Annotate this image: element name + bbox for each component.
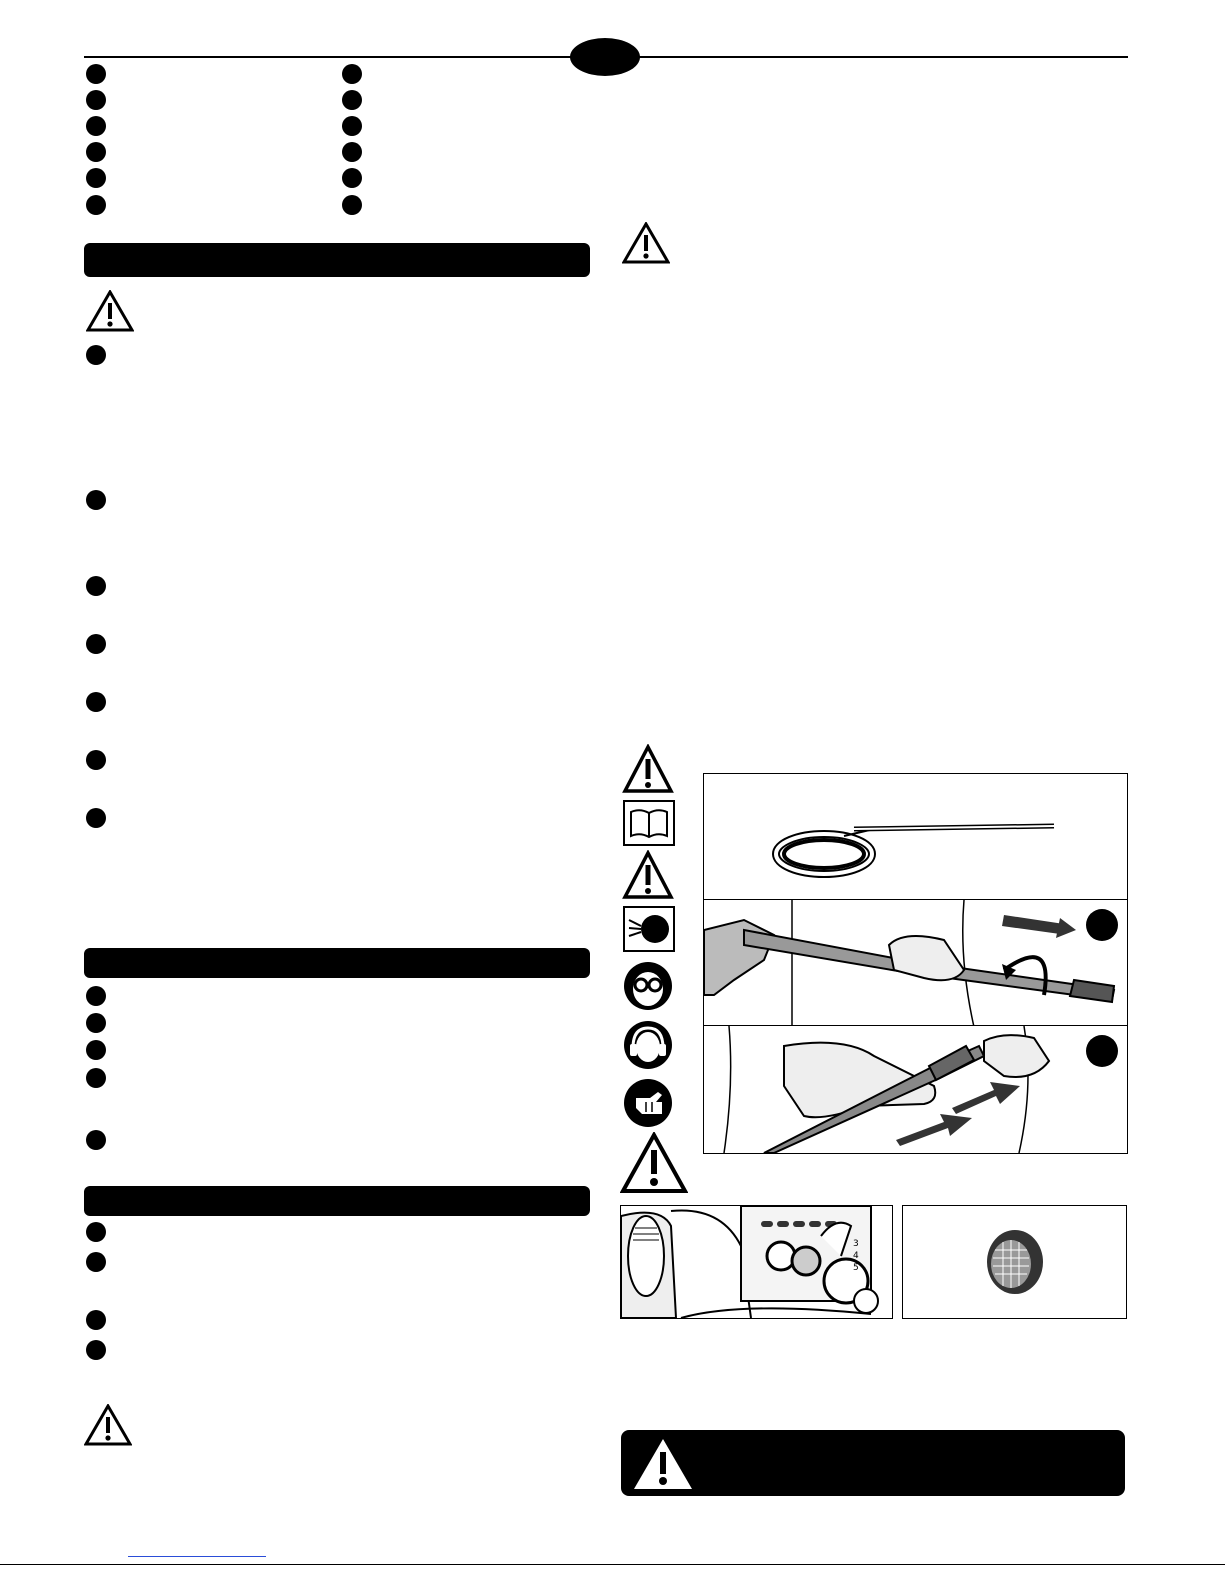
parts-bullet	[86, 116, 106, 136]
parts-bullet	[342, 168, 362, 188]
instruction-bullet	[86, 1040, 106, 1060]
instruction-bullet	[86, 808, 106, 828]
svg-text:3: 3	[853, 1239, 859, 1249]
inlet-filter	[902, 1205, 1127, 1319]
safety-goggles-icon	[622, 961, 674, 1016]
parts-bullet	[342, 90, 362, 110]
instruction-bullet	[86, 750, 106, 770]
warning-triangle-icon	[622, 222, 670, 264]
footer-rule	[0, 1564, 1225, 1565]
instruction-bullet	[86, 1222, 106, 1242]
svg-text:4: 4	[853, 1251, 859, 1261]
read-manual-icon	[623, 800, 675, 851]
parts-bullet	[86, 195, 106, 215]
instruction-bullet	[86, 1252, 106, 1272]
lance-attachment-step-B	[703, 1025, 1128, 1154]
instruction-bullet	[86, 1013, 106, 1033]
parts-bullet	[86, 142, 106, 162]
instruction-bullet	[86, 986, 106, 1006]
warning-triangle-icon	[622, 850, 674, 905]
spray-hazard-icon	[623, 906, 675, 957]
parts-bullet	[342, 142, 362, 162]
instruction-bullet	[86, 1310, 106, 1330]
warning-triangle-icon	[84, 1404, 132, 1446]
section-1-header-bar	[84, 243, 590, 277]
warning-triangle-icon	[86, 290, 134, 332]
instruction-bullet	[86, 634, 106, 654]
instruction-bullet	[86, 1068, 106, 1088]
lance-attachment-step-A	[703, 899, 1128, 1028]
warning-triangle-icon	[631, 1436, 695, 1497]
language-badge	[570, 38, 640, 76]
ear-protection-icon	[622, 1020, 674, 1075]
parts-bullet	[342, 116, 362, 136]
instruction-bullet	[86, 692, 106, 712]
instruction-bullet	[86, 490, 106, 510]
gloves-icon	[622, 1078, 674, 1133]
warning-triangle-icon	[620, 1132, 688, 1199]
section-2-header-bar	[84, 948, 590, 978]
instruction-bullet	[86, 1130, 106, 1150]
warning-triangle-icon	[622, 744, 674, 799]
footer-link[interactable]	[128, 1556, 266, 1557]
parts-bullet	[86, 90, 106, 110]
svg-text:5: 5	[853, 1263, 859, 1273]
instruction-bullet	[86, 345, 106, 365]
parts-bullet	[86, 64, 106, 84]
instruction-bullet	[86, 1340, 106, 1360]
instruction-bullet	[86, 576, 106, 596]
lance-and-hose-illustration	[703, 773, 1128, 902]
machine-inlet-connection	[620, 1205, 893, 1319]
parts-bullet	[342, 195, 362, 215]
parts-bullet	[86, 168, 106, 188]
parts-bullet	[342, 64, 362, 84]
bottom-warning-banner	[621, 1430, 1125, 1496]
section-3-header-bar	[84, 1186, 590, 1216]
